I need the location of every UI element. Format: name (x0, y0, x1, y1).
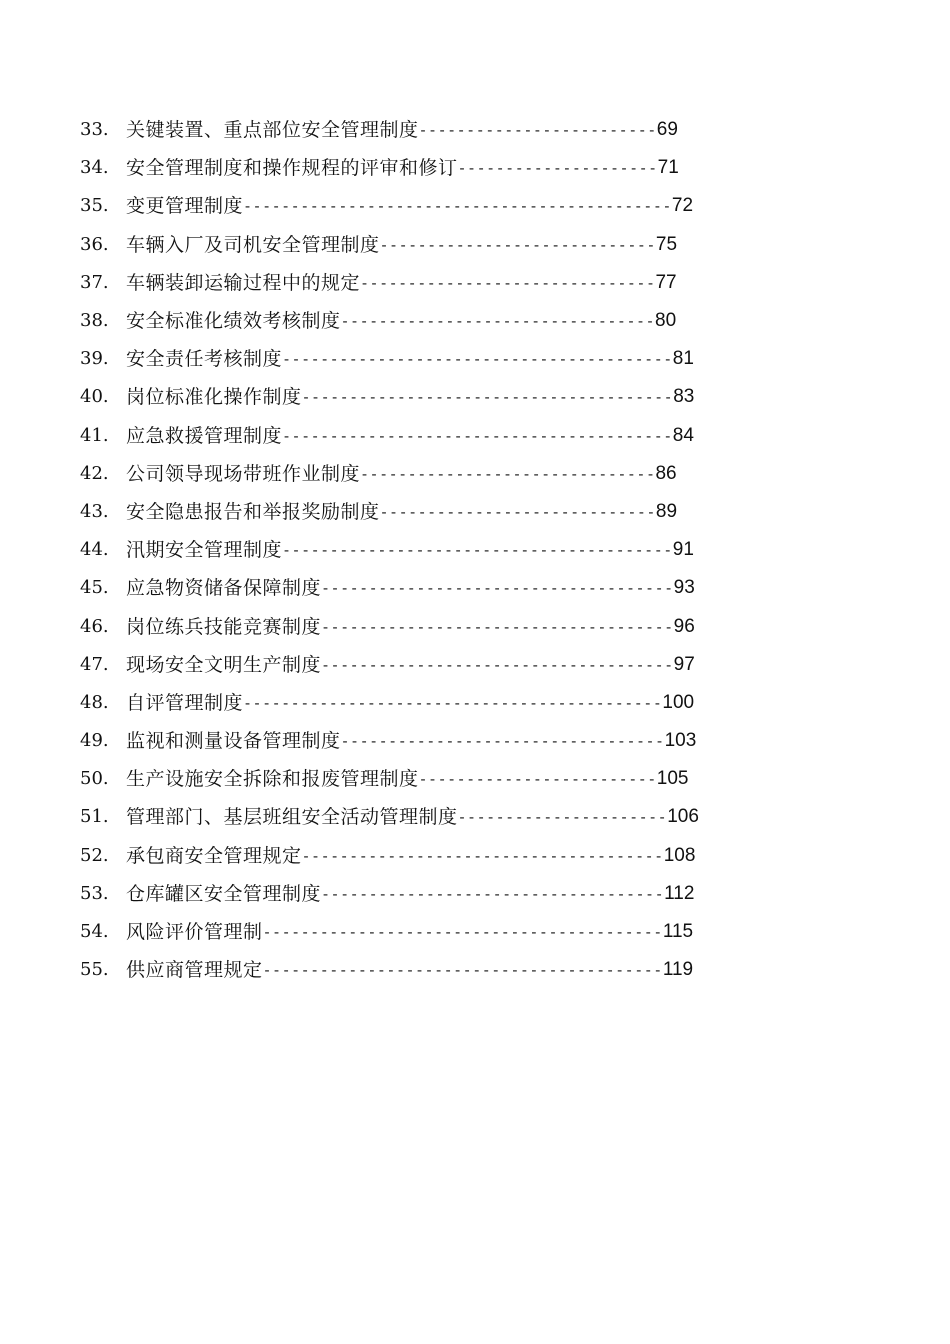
toc-entry-page: 115 (662, 921, 694, 943)
toc-entry-number: 35. (80, 195, 109, 217)
toc-entry-38[interactable] (80, 302, 880, 340)
toc-entry-leader: ------------------------------- (360, 273, 656, 292)
toc-entry-leader: ------------------------------------ (321, 884, 665, 903)
toc-entry-leader: --------------------- (457, 159, 658, 178)
toc-entry-title: 岗位标准化操作制度 (126, 386, 302, 409)
toc-entry-page: 100 (662, 691, 695, 713)
toc-entry-number: 39. (80, 348, 109, 370)
toc-entry-page: 105 (656, 768, 689, 790)
toc-entry-leader: ------------------------------------- (321, 655, 674, 674)
table-of-contents (80, 111, 880, 989)
toc-entry-leader: ------------------------- (418, 121, 657, 140)
toc-entry-page: 91 (672, 539, 694, 561)
toc-entry-page: 80 (655, 310, 677, 332)
toc-entry-title: 承包商安全管理规定 (126, 844, 302, 867)
toc-entry-number: 52. (80, 844, 109, 866)
toc-entry-page: 112 (664, 882, 695, 904)
toc-entry-page: 108 (663, 844, 696, 866)
toc-entry-title: 变更管理制度 (126, 195, 244, 218)
toc-entry-title: 安全隐患报告和举报奖励制度 (126, 500, 380, 523)
toc-entry-leader: --------------------------------- (340, 312, 656, 331)
toc-entry-41[interactable] (80, 417, 880, 455)
toc-entry-title: 自评管理制度 (126, 691, 244, 714)
toc-entry-leader: ---------------------- (457, 808, 668, 827)
toc-entry-page: 69 (656, 119, 678, 141)
toc-entry-39[interactable] (80, 340, 880, 378)
toc-entry-54[interactable] (80, 913, 880, 951)
toc-entry-number: 44. (80, 539, 109, 561)
toc-entry-leader: ------------------------- (418, 770, 657, 789)
toc-entry-number: 54. (80, 921, 109, 943)
toc-entry-leader: ---------------------------------- (340, 732, 665, 751)
toc-entry-number: 33. (80, 119, 109, 141)
toc-entry-44[interactable] (80, 531, 880, 569)
toc-entry-title: 安全管理制度和操作规程的评审和修订 (126, 157, 458, 180)
toc-entry-page: 75 (655, 233, 678, 255)
toc-entry-title: 应急救援管理制度 (126, 424, 283, 447)
toc-entry-number: 53. (80, 882, 109, 904)
toc-entry-42[interactable] (80, 455, 880, 493)
toc-entry-leader: ----------------------------------------- (282, 541, 673, 560)
toc-entry-page: 97 (673, 653, 695, 675)
toc-entry-leader: ------------------------------- (360, 464, 656, 483)
toc-entry-page: 77 (655, 271, 677, 293)
toc-entry-number: 51. (80, 806, 109, 828)
toc-entry-page: 96 (673, 615, 695, 637)
toc-entry-leader: ----------------------------- (379, 235, 656, 254)
toc-entry-page: 119 (662, 959, 694, 981)
toc-entry-leader: ------------------------------------------ (262, 961, 663, 980)
toc-entry-37[interactable] (80, 264, 880, 302)
toc-entry-47[interactable] (80, 646, 880, 684)
toc-entry-number: 36. (80, 233, 109, 255)
toc-entry-title: 汛期安全管理制度 (126, 539, 283, 562)
toc-entry-number: 48. (80, 691, 109, 713)
toc-entry-leader: -------------------------------------- (301, 846, 664, 865)
toc-entry-title: 现场安全文明生产制度 (126, 653, 322, 676)
toc-entry-40[interactable] (80, 378, 880, 416)
toc-entry-leader: -------------------------------------------- (243, 693, 663, 712)
toc-entry-number: 42. (80, 462, 109, 484)
toc-entry-number: 41. (80, 424, 109, 446)
toc-entry-title: 管理部门、基层班组安全活动管理制度 (126, 806, 458, 829)
toc-entry-page: 72 (671, 195, 694, 217)
toc-entry-49[interactable] (80, 722, 880, 760)
toc-entry-title: 车辆装卸运输过程中的规定 (126, 271, 361, 294)
toc-entry-title: 车辆入厂及司机安全管理制度 (126, 233, 380, 256)
toc-entry-page: 103 (664, 730, 697, 752)
toc-entry-title: 仓库罐区安全管理制度 (126, 882, 322, 905)
toc-entry-number: 47. (80, 653, 109, 675)
toc-entry-35[interactable] (80, 187, 880, 225)
toc-entry-leader: ----------------------------- (379, 502, 656, 521)
toc-entry-title: 公司领导现场带班作业制度 (126, 462, 361, 485)
toc-entry-page: 106 (667, 806, 699, 828)
toc-entry-number: 50. (80, 768, 109, 790)
toc-entry-number: 38. (80, 310, 109, 332)
toc-entry-page: 89 (655, 500, 678, 522)
toc-entry-leader: ----------------------------------------- (282, 350, 673, 369)
toc-entry-number: 43. (80, 500, 109, 522)
toc-entry-51[interactable] (80, 798, 880, 836)
toc-entry-title: 监视和测量设备管理制度 (126, 730, 341, 753)
toc-entry-number: 49. (80, 730, 109, 752)
toc-entry-page: 86 (655, 462, 677, 484)
toc-entry-page: 93 (673, 577, 695, 599)
toc-entry-34[interactable] (80, 149, 880, 187)
toc-entry-45[interactable] (80, 569, 880, 607)
toc-entry-53[interactable] (80, 875, 880, 913)
toc-entry-number: 55. (80, 959, 109, 981)
toc-entry-leader: ----------------------------------------- (282, 426, 673, 445)
toc-entry-number: 37. (80, 271, 109, 293)
toc-entry-number: 46. (80, 615, 109, 637)
toc-entry-48[interactable] (80, 684, 880, 722)
toc-entry-title: 应急物资储备保障制度 (126, 577, 322, 600)
toc-entry-title: 关键装置、重点部位安全管理制度 (126, 119, 419, 142)
toc-entry-page: 71 (657, 157, 679, 179)
toc-entry-55[interactable] (80, 951, 880, 989)
toc-entry-leader: ------------------------------------- (321, 617, 674, 636)
toc-entry-page: 83 (673, 386, 695, 408)
toc-entry-number: 40. (80, 386, 109, 408)
toc-entry-43[interactable] (80, 493, 880, 531)
toc-entry-title: 安全标准化绩效考核制度 (126, 310, 341, 333)
toc-entry-title: 风险评价管理制 (126, 921, 263, 944)
toc-entry-leader: ------------------------------------------ (262, 923, 663, 942)
toc-entry-leader: --------------------------------------------- (243, 197, 672, 216)
toc-entry-33[interactable] (80, 111, 880, 149)
toc-entry-number: 34. (80, 157, 109, 179)
toc-entry-leader: --------------------------------------- (301, 388, 674, 407)
toc-entry-page: 84 (672, 424, 694, 446)
toc-entry-page: 81 (672, 348, 694, 370)
toc-entry-title: 岗位练兵技能竞赛制度 (126, 615, 322, 638)
toc-entry-52[interactable] (80, 837, 880, 875)
toc-entry-number: 45. (80, 577, 109, 599)
toc-entry-leader: ------------------------------------- (321, 579, 674, 598)
toc-entry-title: 供应商管理规定 (126, 959, 263, 982)
toc-entry-title: 安全责任考核制度 (126, 348, 283, 371)
toc-entry-title: 生产设施安全拆除和报废管理制度 (126, 768, 419, 791)
toc-entry-50[interactable] (80, 760, 880, 798)
toc-entry-46[interactable] (80, 607, 880, 645)
toc-entry-36[interactable] (80, 226, 880, 264)
